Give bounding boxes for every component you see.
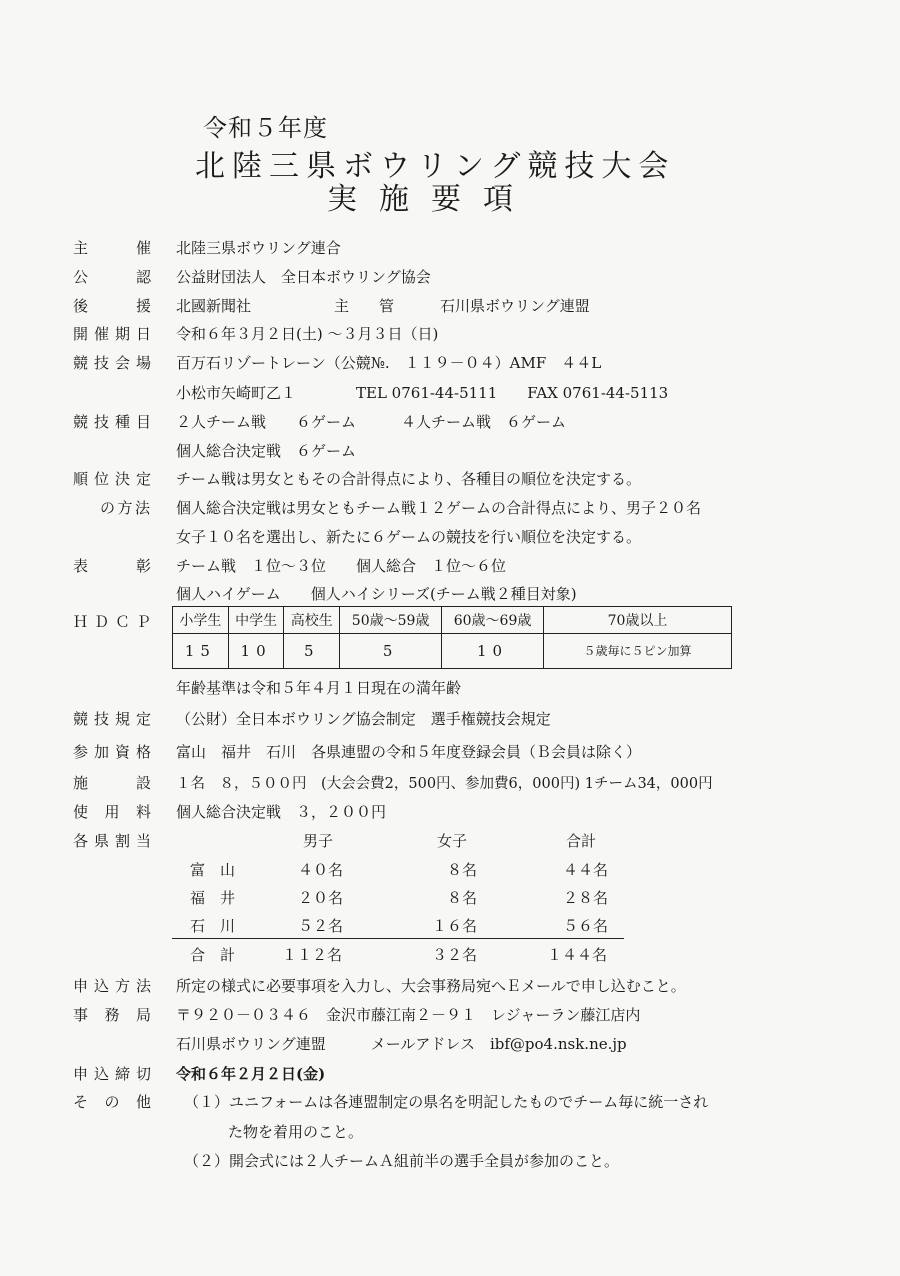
other-value: （１）ユニフォームは各連盟制定の県名を明記したものでチーム毎に統一され <box>184 1093 709 1111</box>
host-value: 北陸三県ボウリング連合 <box>176 239 341 257</box>
quota-sum-total: １４４名 <box>547 946 608 964</box>
other-value-2: た物を着用のこと。 <box>228 1123 364 1141</box>
eligibility-value: 富山 福井 石川 各県連盟の令和５年度登録会員（Ｂ会員は除く） <box>176 743 642 761</box>
apply-label: 申込方法 <box>73 977 151 995</box>
hdcp-value: 15 <box>173 634 229 669</box>
quota-total: ２８名 <box>563 889 609 907</box>
other-label: その他 <box>73 1093 151 1111</box>
host-label: 主催 <box>73 239 151 257</box>
title-year: 令和５年度 <box>203 114 328 142</box>
hdcp-note: 年齢基準は令和５年４月１日現在の満年齢 <box>176 679 462 697</box>
deadline-value: 令和６年２月２日(金) <box>176 1065 326 1083</box>
ranking-value: チーム戦は男女ともその合計得点により、各種目の順位を決定する。 <box>176 470 642 488</box>
quota-male: ２０名 <box>298 889 344 907</box>
quota-female: ８名 <box>447 861 478 879</box>
manage-label: 主 管 <box>334 297 395 315</box>
quota-sum-male: １１２名 <box>282 946 343 964</box>
awards-label: 表彰 <box>73 557 151 575</box>
hdcp-value: 10 <box>228 634 284 669</box>
events-label: 競技種目 <box>73 413 151 431</box>
quota-label: 各県割当 <box>73 832 151 850</box>
support-label: 後援 <box>73 297 151 315</box>
hdcp-header: 高校生 <box>284 607 340 634</box>
ranking-value-3: 女子１０名を選出し、新たに６ゲームの競技を行い順位を決定する。 <box>176 528 642 546</box>
hdcp-label: ＨＤＣＰ <box>73 613 151 631</box>
fee-label: 施設 <box>73 774 151 792</box>
office-label: 事務局 <box>73 1006 151 1024</box>
hdcp-table <box>172 606 732 669</box>
quota-total: ４４名 <box>563 861 609 879</box>
ranking-value-2: 個人総合決定戦は男女ともチーム戦１２ゲームの合計得点により、男子２０名 <box>176 499 702 517</box>
hdcp-value-note: ５歳毎に５ピン加算 <box>544 634 732 669</box>
quota-sum-pref: 合 計 <box>190 946 236 964</box>
quota-header-male: 男子 <box>303 832 334 850</box>
quota-header-female: 女子 <box>437 832 468 850</box>
venue-value: 百万石リゾートレーン（公競№. １１９－０４）AMF ４４L <box>176 354 602 372</box>
quota-female: ８名 <box>447 889 478 907</box>
office-value-2: 石川県ボウリング連盟 メールアドレス ibf@po4.nsk.ne.jp <box>176 1035 627 1053</box>
hdcp-header: 50歳～59歳 <box>340 607 442 634</box>
eligibility-label: 参加資格 <box>73 743 151 761</box>
quota-pref: 富 山 <box>190 861 236 879</box>
rules-value: （公財）全日本ボウリング協会制定 選手権競技会規定 <box>176 710 551 728</box>
quota-total: ５６名 <box>563 917 609 935</box>
quota-male: ４０名 <box>298 861 344 879</box>
events-value-2: 個人総合決定戦 ６ゲーム <box>176 442 357 460</box>
hdcp-value: 5 <box>340 634 442 669</box>
hdcp-header: 70歳以上 <box>544 607 732 634</box>
fee-value-2: 個人総合決定戦 ３，２００円 <box>176 803 387 821</box>
approval-label: 公認 <box>73 268 151 286</box>
hdcp-value: 10 <box>442 634 544 669</box>
support-value: 北國新聞社 <box>176 297 252 315</box>
quota-male: ５２名 <box>298 917 344 935</box>
office-value: 〒９２０－０３４６ 金沢市藤江南２－９１ レジャーラン藤江店内 <box>176 1006 641 1024</box>
quota-female: １６名 <box>432 917 478 935</box>
ranking-label-2: の方法 <box>100 499 150 517</box>
dates-label: 開催期日 <box>73 325 151 343</box>
title-event: 北陸三県ボウリング競技大会 <box>195 149 676 184</box>
fee-label-2: 使用料 <box>73 803 151 821</box>
deadline-label: 申込締切 <box>73 1065 151 1083</box>
venue-label: 競技会場 <box>73 354 151 372</box>
hdcp-header: 60歳～69歳 <box>442 607 544 634</box>
events-value: ２人チーム戦 ６ゲーム ４人チーム戦 ６ゲーム <box>176 413 567 431</box>
approval-value: 公益財団法人 全日本ボウリング協会 <box>176 268 431 286</box>
awards-value-2: 個人ハイゲーム 個人ハイシリーズ(チーム戦２種目対象) <box>176 585 577 603</box>
dates-value: 令和６年３月２日(土) ～３月３日（日) <box>176 325 439 343</box>
quota-sum-female: ３２名 <box>432 946 478 964</box>
ranking-label: 順位決定 <box>73 470 151 488</box>
hdcp-value: 5 <box>284 634 340 669</box>
quota-pref: 石 川 <box>190 917 236 935</box>
quota-header-total: 合計 <box>566 832 597 850</box>
other-value-3: （２）開会式には２人チームＡ組前半の選手全員が参加のこと。 <box>184 1152 620 1170</box>
title-subtitle: 実施要項 <box>327 182 535 217</box>
apply-value: 所定の様式に必要事項を入力し、大会事務局宛へＥメールで申し込むこと。 <box>176 977 686 995</box>
quota-sum-rule <box>172 938 624 939</box>
hdcp-header: 中学生 <box>228 607 284 634</box>
hdcp-header: 小学生 <box>173 607 229 634</box>
quota-pref: 福 井 <box>190 889 236 907</box>
manage-value: 石川県ボウリング連盟 <box>440 297 590 315</box>
rules-label: 競技規定 <box>73 710 151 728</box>
venue-address: 小松市矢崎町乙１ TEL 0761-44-5111 FAX 0761-44-5113 <box>176 384 669 402</box>
fee-value: １名 ８，５００円 (大会会費2，500円、参加費6，000円) 1チーム34，000円 <box>176 776 713 792</box>
awards-value: チーム戦 １位～３位 個人総合 １位～６位 <box>176 557 507 575</box>
